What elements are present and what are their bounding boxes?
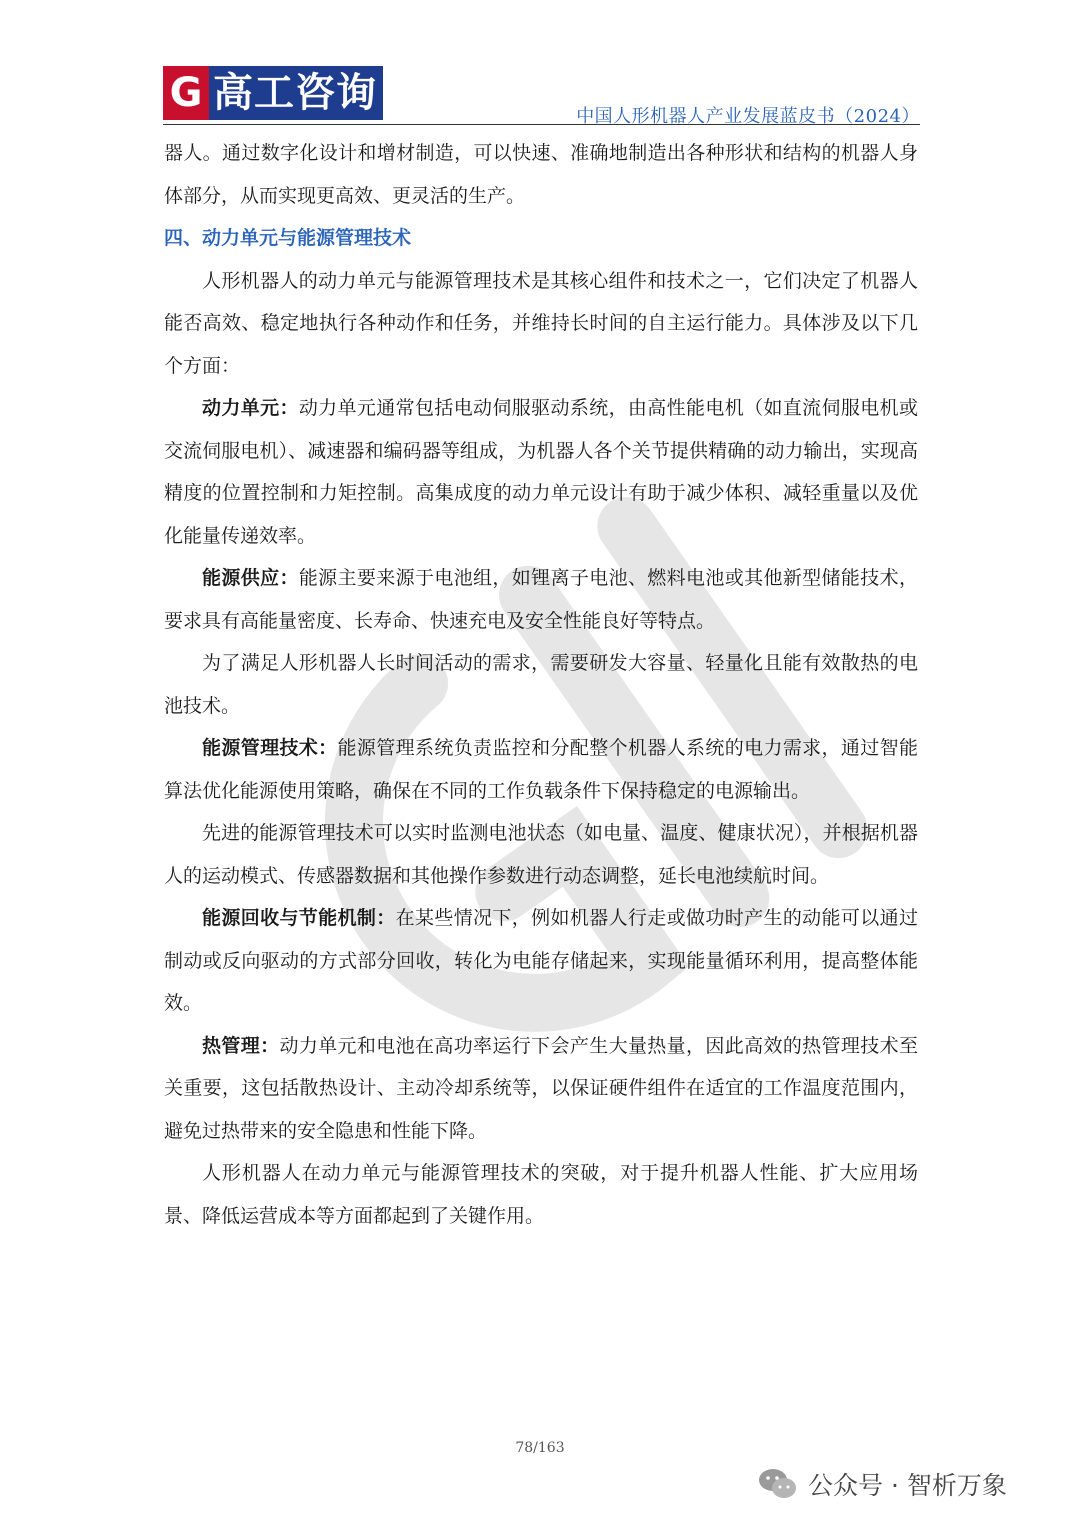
logo-text: 高工咨询 (209, 66, 383, 120)
thermal-lead: 热管理： (202, 1034, 280, 1057)
energy-management-text: 能源管理系统负责监控和分配整个机器人系统的电力需求，通过智能算法优化能源使用策略，确保在不同的工作负载条件下保持稳定的电源输出。 (164, 737, 918, 802)
power-unit-lead: 动力单元： (202, 397, 299, 419)
intro-paragraph: 器人。通过数字化设计和增材制造，可以快速、准确地制造出各种形状和结构的机器人身体部分，从而实现更高效、更灵活的生产。 (164, 142, 918, 207)
energy-recovery-lead: 能源回收与节能机制： (202, 907, 396, 929)
thermal-text: 动力单元和电池在高功率运行下会产生大量热量，因此高效的热管理技术至关重要，这包括散热设计、主动冷却系统等，以保证硬件组件在适宜的工作温度范围内，避免过热带来的安全隐患和性能下降。 (164, 1034, 918, 1142)
section-intro-paragraph: 人形机器人的动力单元与能源管理技术是其核心组件和技术之一，它们决定了机器人能否高效、稳定地执行各种动作和任务，并维持长时间的自主运行能力。具体涉及以下几个方面： (164, 269, 918, 377)
company-logo (163, 66, 383, 120)
energy-supply-paragraph (164, 557, 918, 642)
logo-mark: G (163, 66, 209, 120)
monitoring-paragraph: 先进的能源管理技术可以实时监测电池状态（如电量、温度、健康状况），并根据机器人的运动模式、传感器数据和其他操作参数进行动态调整，延长电池续航时间。 (164, 822, 918, 887)
energy-recovery-paragraph (164, 897, 918, 1025)
section-heading: 四、动力单元与能源管理技术 (164, 227, 412, 249)
energy-recovery-text: 在某些情况下，例如机器人行走或做功时产生的动能可以通过制动或反向驱动的方式部分回收，转化为电能存储起来，实现能量循环利用，提高整体能效。 (164, 907, 918, 1014)
page-content (164, 132, 918, 1237)
battery-paragraph: 为了满足人形机器人长时间活动的需求，需要研发大容量、轻量化且能有效散热的电池技术。 (164, 652, 918, 717)
energy-management-paragraph (164, 727, 918, 812)
energy-management-lead: 能源管理技术： (202, 737, 338, 759)
page-number: 78/163 (515, 1440, 565, 1456)
conclusion-paragraph: 人形机器人在动力单元与能源管理技术的突破，对于提升机器人性能、扩大应用场景、降低运营成本等方面都起到了关键作用。 (164, 1162, 918, 1227)
wechat-watermark (758, 1464, 1007, 1504)
page-header (163, 66, 920, 127)
energy-supply-lead: 能源供应： (202, 567, 299, 589)
wechat-icon (758, 1467, 798, 1501)
report-title: 中国人形机器人产业发展蓝皮书（2024） (576, 106, 920, 127)
wechat-label: 公众号 · 智析万象 (808, 1471, 1007, 1500)
header-divider (163, 124, 920, 125)
power-unit-paragraph (164, 387, 918, 557)
energy-supply-text: 能源主要来源于电池组，如锂离子电池、燃料电池或其他新型储能技术，要求具有高能量密度、长寿命、快速充电及安全性能良好等特点。 (164, 567, 918, 632)
power-unit-text: 动力单元通常包括电动伺服驱动系统，由高性能电机（如直流伺服电机或交流伺服电机）、减速器和编码器等组成，为机器人各个关节提供精确的动力输出，实现高精度的位置控制和力矩控制。高集成度的动力单元设计有助于减少体积、减轻重量以及优化能量传递效率。 (164, 397, 918, 547)
thermal-paragraph (164, 1025, 918, 1153)
